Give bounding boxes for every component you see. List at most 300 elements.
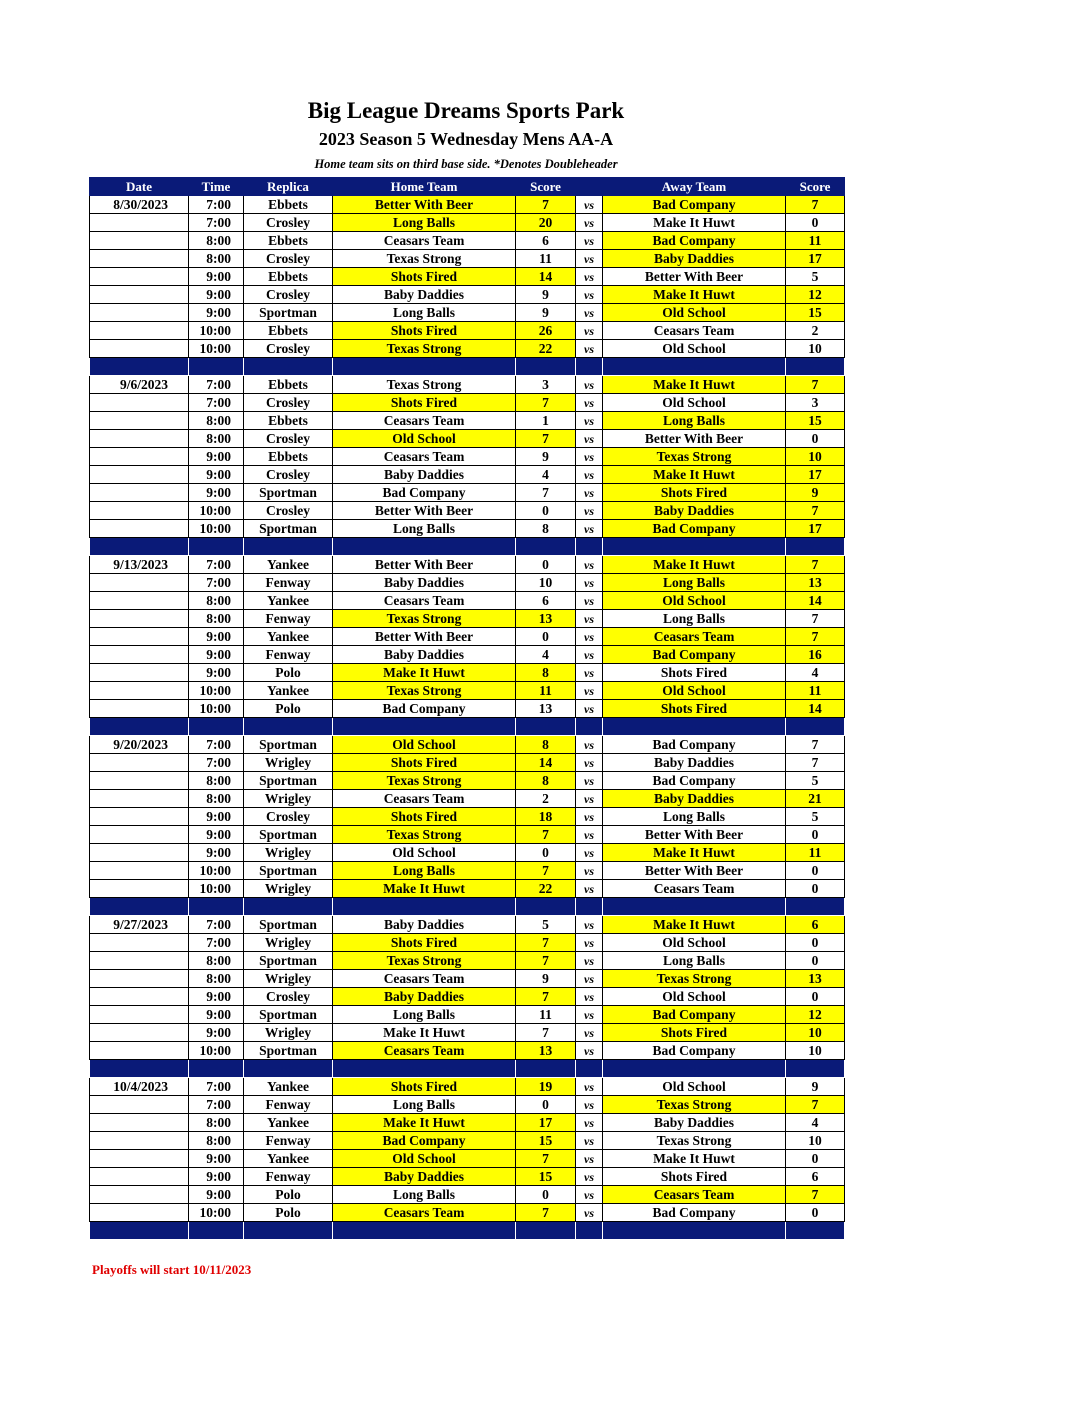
home-score-cell: 7 [516,1150,576,1168]
table-row [90,826,845,844]
vs-cell: vs [576,754,603,772]
away-score-cell: 7 [786,196,845,214]
home-team-cell: Bad Company [333,484,516,502]
home-team-cell: Shots Fired [333,754,516,772]
away-team-cell: Long Balls [603,952,786,970]
date-cell [90,502,189,520]
home-score-cell: 7 [516,826,576,844]
time-cell: 8:00 [189,232,244,250]
week-separator-row [90,718,845,736]
home-score-cell: 17 [516,1114,576,1132]
separator-cell [516,1060,576,1078]
vs-cell: vs [576,880,603,898]
table-row [90,664,845,682]
table-row [90,412,845,430]
home-score-cell: 4 [516,466,576,484]
home-team-cell: Better With Beer [333,556,516,574]
home-score-cell: 4 [516,646,576,664]
time-cell: 9:00 [189,664,244,682]
replica-cell: Ebbets [244,412,333,430]
home-team-cell: Ceasars Team [333,232,516,250]
home-team-cell: Make It Huwt [333,1024,516,1042]
vs-cell: vs [576,250,603,268]
away-score-cell: 13 [786,970,845,988]
home-score-cell: 7 [516,1204,576,1222]
replica-cell: Crosley [244,394,333,412]
home-score-cell: 0 [516,556,576,574]
away-team-cell: Shots Fired [603,664,786,682]
date-cell [90,1186,189,1204]
time-cell: 10:00 [189,1042,244,1060]
away-team-cell: Texas Strong [603,970,786,988]
time-cell: 7:00 [189,754,244,772]
home-score-cell: 1 [516,412,576,430]
table-row [90,1096,845,1114]
home-score-cell: 20 [516,214,576,232]
away-team-cell: Old School [603,1078,786,1096]
home-team-cell: Baby Daddies [333,286,516,304]
away-score-cell: 21 [786,790,845,808]
time-cell: 9:00 [189,448,244,466]
away-team-cell: Ceasars Team [603,880,786,898]
table-row [90,646,845,664]
date-cell [90,1150,189,1168]
away-score-cell: 7 [786,1096,845,1114]
time-cell: 10:00 [189,502,244,520]
page-title: Big League Dreams Sports Park [307,98,625,123]
vs-cell: vs [576,394,603,412]
away-team-cell: Bad Company [603,1006,786,1024]
separator-cell [244,718,333,736]
home-team-cell: Shots Fired [333,322,516,340]
away-team-cell: Bad Company [603,772,786,790]
time-cell: 7:00 [189,196,244,214]
date-cell [90,304,189,322]
vs-cell: vs [576,1186,603,1204]
time-cell: 7:00 [189,1078,244,1096]
separator-cell [576,538,603,556]
date-cell [90,430,189,448]
time-cell: 9:00 [189,286,244,304]
time-cell: 7:00 [189,376,244,394]
replica-cell: Wrigley [244,934,333,952]
vs-cell: vs [576,1096,603,1114]
home-team-cell: Texas Strong [333,952,516,970]
time-cell: 7:00 [189,394,244,412]
separator-cell [90,538,189,556]
vs-cell: vs [576,610,603,628]
separator-cell [244,538,333,556]
home-team-cell: Make It Huwt [333,880,516,898]
replica-cell: Sportman [244,826,333,844]
date-cell [90,646,189,664]
away-team-cell: Baby Daddies [603,250,786,268]
away-team-cell: Make It Huwt [603,376,786,394]
vs-cell: vs [576,790,603,808]
away-team-cell: Texas Strong [603,1132,786,1150]
away-score-cell: 0 [786,934,845,952]
replica-cell: Fenway [244,1132,333,1150]
date-cell [90,682,189,700]
vs-cell: vs [576,448,603,466]
home-team-cell: Long Balls [333,1096,516,1114]
away-score-cell: 10 [786,340,845,358]
date-cell [90,232,189,250]
vs-cell: vs [576,1204,603,1222]
home-team-cell: Shots Fired [333,394,516,412]
schedule-body [90,196,845,1240]
replica-cell: Crosley [244,502,333,520]
home-score-cell: 7 [516,430,576,448]
vs-cell: vs [576,646,603,664]
home-score-cell: 7 [516,484,576,502]
column-header-home-team: Home Team [333,178,516,196]
separator-cell [244,358,333,376]
separator-cell [576,898,603,916]
replica-cell: Fenway [244,610,333,628]
vs-cell: vs [576,700,603,718]
home-team-cell: Ceasars Team [333,448,516,466]
table-row [90,340,845,358]
vs-cell: vs [576,286,603,304]
home-score-cell: 7 [516,1024,576,1042]
replica-cell: Fenway [244,574,333,592]
date-cell [90,412,189,430]
date-cell [90,880,189,898]
replica-cell: Yankee [244,1078,333,1096]
table-row [90,952,845,970]
away-score-cell: 11 [786,844,845,862]
away-team-cell: Better With Beer [603,268,786,286]
time-cell: 7:00 [189,556,244,574]
replica-cell: Crosley [244,250,333,268]
vs-cell: vs [576,970,603,988]
date-cell: 10/4/2023 [90,1078,189,1096]
replica-cell: Ebbets [244,196,333,214]
home-score-cell: 13 [516,700,576,718]
date-cell [90,988,189,1006]
time-cell: 9:00 [189,1168,244,1186]
date-cell [90,394,189,412]
away-score-cell: 7 [786,556,845,574]
separator-cell [189,898,244,916]
replica-cell: Wrigley [244,790,333,808]
table-row [90,772,845,790]
away-score-cell: 3 [786,394,845,412]
date-cell [90,952,189,970]
replica-cell: Sportman [244,736,333,754]
home-team-cell: Texas Strong [333,772,516,790]
away-team-cell: Baby Daddies [603,790,786,808]
separator-cell [244,1222,333,1240]
time-cell: 9:00 [189,988,244,1006]
time-cell: 9:00 [189,1006,244,1024]
home-team-cell: Old School [333,736,516,754]
date-cell [90,574,189,592]
home-score-cell: 19 [516,1078,576,1096]
away-score-cell: 14 [786,592,845,610]
vs-cell: vs [576,628,603,646]
replica-cell: Fenway [244,1168,333,1186]
home-score-cell: 9 [516,304,576,322]
replica-cell: Wrigley [244,880,333,898]
replica-cell: Wrigley [244,1024,333,1042]
away-team-cell: Bad Company [603,520,786,538]
schedule-note: Home team sits on third base side. *Denotes Doubleheader [314,157,618,171]
away-score-cell: 0 [786,952,845,970]
vs-cell: vs [576,376,603,394]
away-team-cell: Old School [603,394,786,412]
home-team-cell: Texas Strong [333,682,516,700]
time-cell: 8:00 [189,1132,244,1150]
time-cell: 7:00 [189,574,244,592]
separator-cell [603,358,786,376]
table-row [90,556,845,574]
vs-cell: vs [576,988,603,1006]
home-team-cell: Long Balls [333,1006,516,1024]
table-row [90,574,845,592]
away-team-cell: Shots Fired [603,700,786,718]
time-cell: 9:00 [189,1024,244,1042]
time-cell: 7:00 [189,214,244,232]
away-team-cell: Shots Fired [603,1024,786,1042]
away-score-cell: 7 [786,610,845,628]
separator-cell [333,718,516,736]
away-team-cell: Make It Huwt [603,844,786,862]
table-row [90,880,845,898]
home-team-cell: Long Balls [333,1186,516,1204]
time-cell: 9:00 [189,1150,244,1168]
date-cell [90,1168,189,1186]
home-score-cell: 18 [516,808,576,826]
away-team-cell: Better With Beer [603,430,786,448]
away-score-cell: 5 [786,772,845,790]
away-score-cell: 14 [786,700,845,718]
separator-cell [786,358,845,376]
replica-cell: Yankee [244,628,333,646]
home-score-cell: 22 [516,880,576,898]
time-cell: 10:00 [189,862,244,880]
date-cell: 9/20/2023 [90,736,189,754]
table-row [90,988,845,1006]
separator-cell [516,538,576,556]
away-score-cell: 17 [786,520,845,538]
away-team-cell: Long Balls [603,412,786,430]
separator-cell [603,1060,786,1078]
replica-cell: Wrigley [244,970,333,988]
replica-cell: Sportman [244,916,333,934]
away-team-cell: Long Balls [603,610,786,628]
away-score-cell: 4 [786,1114,845,1132]
replica-cell: Yankee [244,592,333,610]
separator-cell [516,358,576,376]
replica-cell: Polo [244,1186,333,1204]
time-cell: 9:00 [189,826,244,844]
replica-cell: Crosley [244,808,333,826]
away-team-cell: Old School [603,340,786,358]
away-team-cell: Bad Company [603,1204,786,1222]
away-team-cell: Better With Beer [603,826,786,844]
table-row [90,1042,845,1060]
home-score-cell: 7 [516,988,576,1006]
separator-cell [603,538,786,556]
replica-cell: Yankee [244,1150,333,1168]
vs-cell: vs [576,214,603,232]
home-score-cell: 26 [516,322,576,340]
table-row [90,250,845,268]
away-score-cell: 16 [786,646,845,664]
date-cell [90,754,189,772]
time-cell: 10:00 [189,1204,244,1222]
home-score-cell: 6 [516,592,576,610]
separator-cell [244,1060,333,1078]
vs-cell: vs [576,304,603,322]
table-row [90,1168,845,1186]
time-cell: 8:00 [189,1114,244,1132]
away-score-cell: 0 [786,880,845,898]
away-score-cell: 7 [786,376,845,394]
separator-cell [90,1222,189,1240]
away-score-cell: 0 [786,1204,845,1222]
week-separator-row [90,538,845,556]
away-team-cell: Bad Company [603,232,786,250]
column-header-time: Time [189,178,244,196]
away-team-cell: Make It Huwt [603,286,786,304]
separator-cell [516,898,576,916]
date-cell [90,1114,189,1132]
playoffs-note: Playoffs will start 10/11/2023 [92,1262,252,1277]
home-team-cell: Ceasars Team [333,970,516,988]
replica-cell: Ebbets [244,376,333,394]
home-team-cell: Old School [333,430,516,448]
separator-cell [189,718,244,736]
away-score-cell: 7 [786,736,845,754]
replica-cell: Crosley [244,466,333,484]
table-row [90,592,845,610]
date-cell [90,970,189,988]
time-cell: 8:00 [189,772,244,790]
home-score-cell: 7 [516,934,576,952]
vs-cell: vs [576,322,603,340]
date-cell [90,664,189,682]
home-team-cell: Texas Strong [333,826,516,844]
away-team-cell: Shots Fired [603,484,786,502]
table-row [90,466,845,484]
separator-cell [786,898,845,916]
home-team-cell: Ceasars Team [333,592,516,610]
table-row [90,286,845,304]
replica-cell: Sportman [244,1042,333,1060]
home-team-cell: Ceasars Team [333,1042,516,1060]
away-score-cell: 10 [786,448,845,466]
away-team-cell: Baby Daddies [603,1114,786,1132]
replica-cell: Sportman [244,1006,333,1024]
date-cell [90,448,189,466]
time-cell: 7:00 [189,1096,244,1114]
home-score-cell: 0 [516,844,576,862]
vs-cell: vs [576,412,603,430]
vs-cell: vs [576,1132,603,1150]
replica-cell: Crosley [244,430,333,448]
away-score-cell: 2 [786,322,845,340]
home-team-cell: Bad Company [333,1132,516,1150]
home-team-cell: Make It Huwt [333,664,516,682]
home-score-cell: 6 [516,232,576,250]
home-score-cell: 9 [516,448,576,466]
date-cell: 9/27/2023 [90,916,189,934]
away-team-cell: Make It Huwt [603,916,786,934]
away-score-cell: 0 [786,826,845,844]
separator-cell [189,538,244,556]
table-header-row [90,178,845,196]
vs-cell: vs [576,826,603,844]
vs-cell: vs [576,196,603,214]
time-cell: 9:00 [189,484,244,502]
home-score-cell: 0 [516,502,576,520]
table-row [90,808,845,826]
home-team-cell: Long Balls [333,304,516,322]
away-score-cell: 13 [786,574,845,592]
home-team-cell: Long Balls [333,520,516,538]
time-cell: 8:00 [189,952,244,970]
vs-cell: vs [576,808,603,826]
separator-cell [516,718,576,736]
away-team-cell: Make It Huwt [603,214,786,232]
away-team-cell: Bad Company [603,646,786,664]
date-cell [90,628,189,646]
home-score-cell: 5 [516,916,576,934]
away-team-cell: Bad Company [603,736,786,754]
date-cell [90,934,189,952]
home-team-cell: Texas Strong [333,610,516,628]
away-score-cell: 12 [786,286,845,304]
table-row [90,502,845,520]
away-score-cell: 6 [786,916,845,934]
vs-cell: vs [576,556,603,574]
date-cell [90,286,189,304]
time-cell: 9:00 [189,646,244,664]
vs-cell: vs [576,1006,603,1024]
home-score-cell: 22 [516,340,576,358]
time-cell: 9:00 [189,808,244,826]
home-score-cell: 15 [516,1168,576,1186]
time-cell: 8:00 [189,250,244,268]
vs-cell: vs [576,844,603,862]
vs-cell: vs [576,772,603,790]
date-cell [90,340,189,358]
away-score-cell: 5 [786,268,845,286]
separator-cell [189,1222,244,1240]
separator-cell [603,718,786,736]
home-score-cell: 8 [516,520,576,538]
time-cell: 8:00 [189,592,244,610]
column-header-away-team: Away Team [603,178,786,196]
time-cell: 10:00 [189,682,244,700]
table-row [90,1078,845,1096]
time-cell: 8:00 [189,790,244,808]
table-row [90,376,845,394]
vs-cell: vs [576,574,603,592]
away-team-cell: Old School [603,934,786,952]
date-cell: 9/6/2023 [90,376,189,394]
separator-cell [603,898,786,916]
away-team-cell: Long Balls [603,808,786,826]
date-cell [90,1132,189,1150]
date-cell [90,826,189,844]
separator-cell [90,718,189,736]
home-team-cell: Bad Company [333,700,516,718]
separator-cell [576,1222,603,1240]
